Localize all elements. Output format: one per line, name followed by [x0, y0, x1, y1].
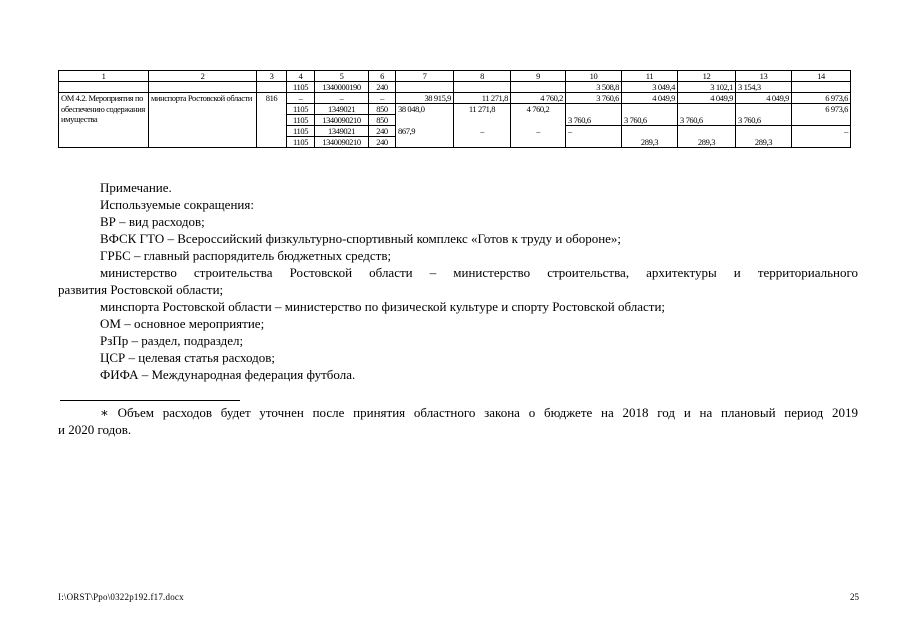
footnote-line: ∗ Объем расходов будет уточнен после принятия областного закона о бюджете на 2018 год и на плановый период 2019 [100, 405, 858, 420]
abbreviation-item: ОМ – основное мероприятие; [100, 316, 265, 331]
table-cell [59, 82, 149, 93]
notes-intro: Используемые сокращения: [100, 197, 254, 212]
table-cell: 3 760,6 [622, 115, 678, 126]
table-cell: 1340090210 [315, 137, 369, 148]
om-label: ОМ 4.2. Мероприятия по обеспечению содержания имущества [59, 93, 149, 148]
table-cell [566, 137, 622, 148]
notes-title: Примечание. [100, 180, 172, 195]
table-cell [454, 137, 511, 148]
table-cell: – [792, 126, 851, 137]
table-cell: 240 [369, 126, 396, 137]
grbs-code: 816 [257, 93, 287, 148]
table-cell: 4 760,2 [511, 104, 566, 115]
header-cell: 13 [736, 71, 792, 82]
table-cell: 3 508,8 [566, 82, 622, 93]
table-cell: 3 102,1 [678, 82, 736, 93]
table-cell: 6 973,6 [792, 104, 851, 115]
header-cell: 12 [678, 71, 736, 82]
table-cell [257, 82, 287, 93]
table-cell: 1349021 [315, 104, 369, 115]
table-cell: 3 049,4 [622, 82, 678, 93]
page-number: 25 [850, 592, 859, 602]
table-cell [622, 126, 678, 137]
table-cell: 38 048,0 [396, 104, 454, 115]
table-cell: 6 973,6 [792, 93, 851, 104]
table-row [59, 93, 851, 104]
budget-table [58, 70, 851, 148]
table-cell: – [369, 93, 396, 104]
table-cell: 38 915,9 [396, 93, 454, 104]
table-cell: 289,3 [622, 137, 678, 148]
table-cell: 240 [369, 82, 396, 93]
footnote-divider [60, 400, 240, 401]
abbreviation-item: министерство строительства Ростовской области – министерство строительства, архитектуры и территориального [100, 265, 858, 280]
table-cell: 3 154,3 [736, 82, 792, 93]
table-cell: 11 271,8 [454, 93, 511, 104]
abbreviation-item: ВР – вид расходов; [100, 214, 205, 229]
table-cell [566, 104, 622, 115]
header-cell: 8 [454, 71, 511, 82]
header-cell: 14 [792, 71, 851, 82]
table-cell: – [454, 126, 511, 137]
header-cell: 7 [396, 71, 454, 82]
abbreviation-item: РзПр – раздел, подраздел; [100, 333, 244, 348]
table-cell: 3 760,6 [736, 115, 792, 126]
table-cell: 3 760,6 [566, 93, 622, 104]
table-cell: 1105 [287, 126, 315, 137]
table-row [59, 82, 851, 93]
table-cell [792, 137, 851, 148]
table-cell: 11 271,8 [454, 104, 511, 115]
header-cell: 9 [511, 71, 566, 82]
table-cell [678, 126, 736, 137]
header-cell: 4 [287, 71, 315, 82]
table-cell [396, 115, 454, 126]
table-cell: 4 049,9 [622, 93, 678, 104]
abbreviation-item: ГРБС – главный распорядитель бюджетных средств; [100, 248, 392, 263]
table-cell [622, 104, 678, 115]
table-cell: 3 760,6 [566, 115, 622, 126]
table-cell [511, 137, 566, 148]
table-cell: 1105 [287, 137, 315, 148]
table-cell: 4 760,2 [511, 93, 566, 104]
abbreviation-item: минспорта Ростовской области – министерство по физической культуре и спорту Ростовской области; [100, 299, 666, 314]
header-cell: 3 [257, 71, 287, 82]
table-cell: 1340090210 [315, 115, 369, 126]
header-cell: 11 [622, 71, 678, 82]
file-path: I:\ORST\Ppo\0322p192.f17.docx [58, 592, 184, 602]
table-cell [792, 115, 851, 126]
table-cell: – [315, 93, 369, 104]
table-cell: – [511, 126, 566, 137]
table-cell [736, 126, 792, 137]
table-cell [149, 82, 257, 93]
header-cell: 1 [59, 71, 149, 82]
table-cell: 289,3 [678, 137, 736, 148]
footnote [58, 404, 858, 438]
table-cell [454, 82, 511, 93]
table-cell: 1105 [287, 104, 315, 115]
table-cell: 867,9 [396, 126, 454, 137]
footnote-line: и 2020 годов. [58, 422, 132, 437]
table-cell [396, 82, 454, 93]
abbreviation-item-continuation: развития Ростовской области; [58, 282, 224, 297]
table-header-row [59, 71, 851, 82]
table-cell: 850 [369, 115, 396, 126]
header-cell: 10 [566, 71, 622, 82]
table-cell [511, 115, 566, 126]
table-cell: 4 049,9 [736, 93, 792, 104]
abbreviation-item: ЦСР – целевая статья расходов; [100, 350, 275, 365]
table-cell: 850 [369, 104, 396, 115]
header-cell: 5 [315, 71, 369, 82]
table-cell: 1340000190 [315, 82, 369, 93]
abbreviation-item: ВФСК ГТО – Всероссийский физкультурно-спортивный комплекс «Готов к труду и обороне»; [100, 231, 622, 246]
table-cell: 1349021 [315, 126, 369, 137]
table-cell: – [287, 93, 315, 104]
table-cell: 289,3 [736, 137, 792, 148]
table-cell [511, 82, 566, 93]
table-cell [396, 137, 454, 148]
table-cell: 240 [369, 137, 396, 148]
header-cell: 6 [369, 71, 396, 82]
notes-block [58, 179, 858, 383]
table-cell: 4 049,9 [678, 93, 736, 104]
table-cell: 1105 [287, 82, 315, 93]
table-cell: – [566, 126, 622, 137]
table-cell: 1105 [287, 115, 315, 126]
table-cell [454, 115, 511, 126]
grbs-label: минспорта Ростовской области [149, 93, 257, 148]
table-cell [736, 104, 792, 115]
table-cell: 3 760,6 [678, 115, 736, 126]
table-cell [792, 82, 851, 93]
abbreviation-item: ФИФА – Международная федерация футбола. [100, 367, 356, 382]
header-cell: 2 [149, 71, 257, 82]
table-cell [678, 104, 736, 115]
